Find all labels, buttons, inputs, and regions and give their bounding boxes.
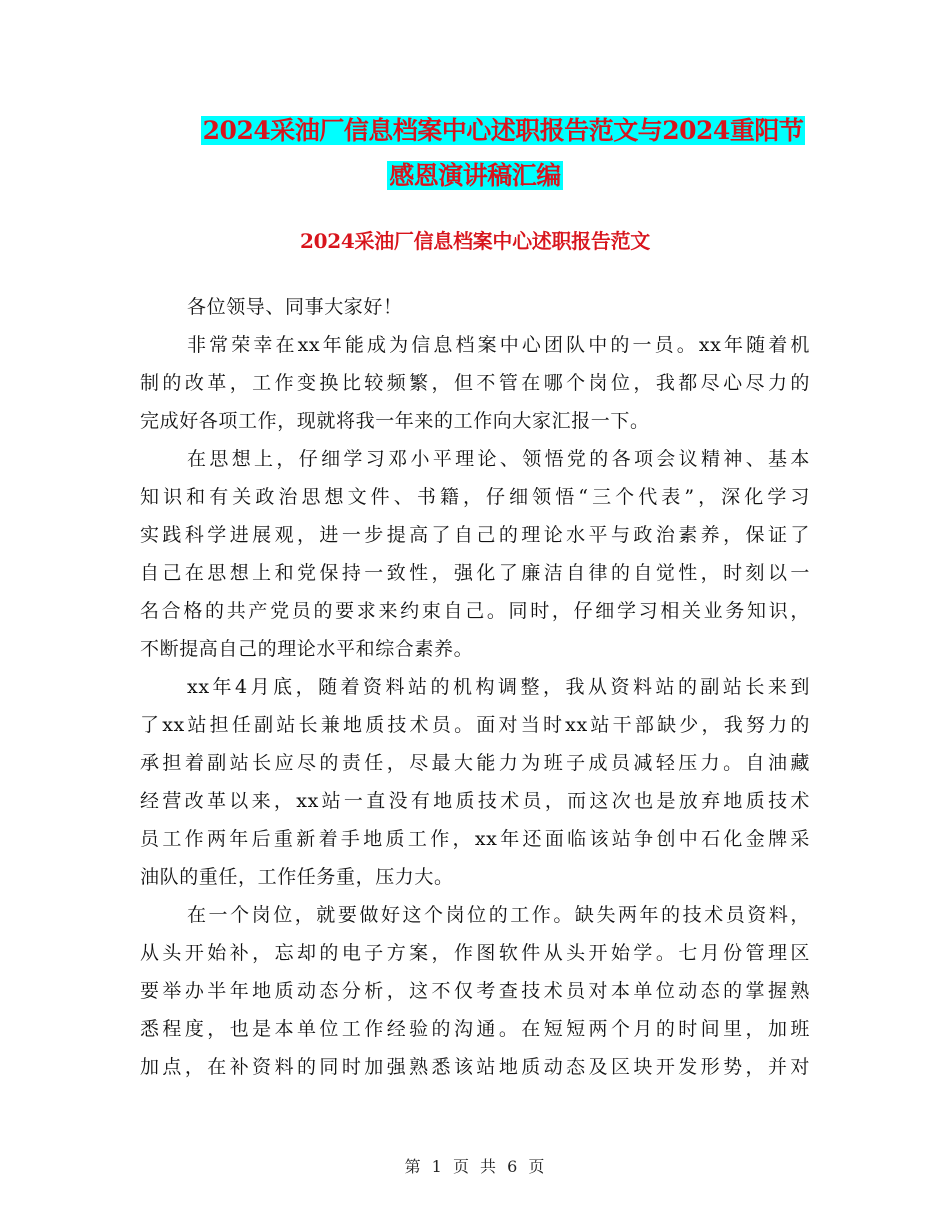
- text-line: 完成好各项工作，现就将我一年来的工作向大家汇报一下。: [140, 410, 650, 432]
- text-line: 了xx站担任副站长兼地质技术员。面对当时xx站干部缺少，我努力的: [140, 714, 810, 736]
- text-line: 要举办半年地质动态分析，这不仅考查技术员对本单位动态的掌握熟: [140, 980, 810, 1002]
- text-line: 在一个岗位，就要做好这个岗位的工作。缺失两年的技术员资料，: [187, 904, 810, 926]
- text-line: 在思想上，仔细学习邓小平理论、领悟党的各项会议精神、基本: [187, 448, 810, 470]
- text-line: 不断提高自己的理论水平和综合素养。: [140, 638, 474, 660]
- document-title-line-1: [28, 111, 950, 147]
- page-footer: 第 1 页 共 6 页: [404, 1157, 546, 1176]
- text-line: 油队的重任，工作任务重，压力大。: [140, 866, 454, 888]
- text-line: 加点，在补资料的同时加强熟悉该站地质动态及区块开发形势，并对: [140, 1056, 810, 1078]
- text-line: 知识和有关政治思想文件、书籍，仔细领悟“三个代表”，深化学习: [140, 486, 810, 508]
- document-title-text-1: 2024采油厂信息档案中心述职报告范文与2024重阳节: [202, 116, 804, 145]
- text-line: 自己在思想上和党保持一致性，强化了廉洁自律的自觉性，时刻以一: [140, 562, 810, 584]
- document-title-line-2: [0, 156, 950, 192]
- text-line: 员工作两年后重新着手地质工作，xx年还面临该站争创中石化金牌采: [140, 828, 810, 850]
- text-line: 制的改革，工作变换比较频繁，但不管在哪个岗位，我都尽心尽力的: [140, 372, 810, 394]
- text-line: 名合格的共产党员的要求来约束自己。同时，仔细学习相关业务知识，: [140, 600, 810, 622]
- text-line: 实践科学进展观，进一步提高了自己的理论水平与政治素养，保证了: [140, 524, 810, 546]
- text-line: 经营改革以来，xx站一直没有地质技术员，而这次也是放弃地质技术: [140, 790, 810, 812]
- document-title-text-2: 感恩演讲稿汇编: [389, 161, 561, 190]
- text-line: 从头开始补，忘却的电子方案，作图软件从头开始学。七月份管理区: [140, 942, 810, 964]
- text-line: xx年4月底，随着资料站的机构调整，我从资料站的副站长来到: [187, 676, 810, 698]
- text-line: 非常荣幸在xx年能成为信息档案中心团队中的一员。xx年随着机: [187, 334, 810, 356]
- text-line: 承担着副站长应尽的责任，尽最大能力为班子成员减轻压力。自油藏: [140, 752, 810, 774]
- section-title: 2024采油厂信息档案中心述职报告范文: [300, 229, 650, 253]
- text-line: 各位领导、同事大家好！: [187, 296, 403, 318]
- text-line: 悉程度，也是本单位工作经验的沟通。在短短两个月的时间里，加班: [140, 1018, 810, 1040]
